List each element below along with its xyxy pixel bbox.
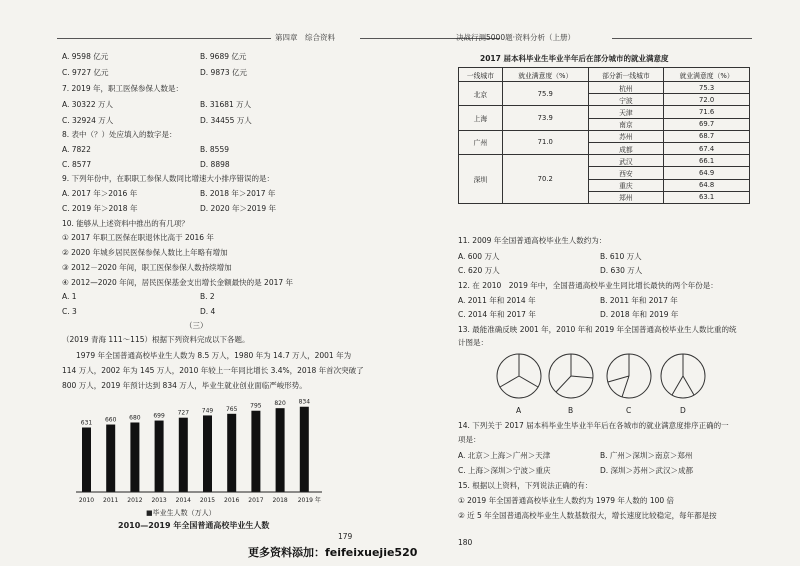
q13-question-line-2: 计图是： [458, 338, 488, 347]
chart-legend: ■毕业生人数（万人） [146, 509, 216, 517]
bar-2010 [82, 427, 91, 492]
q6-option-b: B. 9689 亿元 [200, 52, 247, 61]
employment-satisfaction-table [458, 67, 750, 204]
table-row [459, 82, 750, 94]
pie-label-d: D [680, 406, 686, 415]
tier1-city: 北京 [459, 82, 503, 106]
left-page-number: 179 [338, 532, 353, 541]
newtier1-value: 72.0 [664, 94, 750, 106]
bar-value-label: 660 [104, 416, 117, 424]
x-tick-label: 2012 [127, 497, 143, 504]
newtier1-city: 天津 [588, 106, 664, 118]
pie-option-d [658, 351, 708, 401]
newtier1-city: 杭州 [588, 82, 664, 94]
q14-question-line-1: 14. 下列关于 2017 届本科毕业生毕业半年后在各城市的就业满意度排序正确的一 [458, 421, 729, 430]
q12-question: 12. 在 2010 2019 年中，全国普通高校毕业生同比增长最快的两个年份是： [458, 281, 718, 290]
newtier1-city: 重庆 [588, 179, 664, 191]
q13-question-line-1: 13. 最能准确反映 2001 年，2010 年和 2019 年全国普通高校毕业生人数比重的统 [458, 325, 737, 334]
tier1-value: 73.9 [502, 106, 588, 130]
q11-question: 11. 2009 年全国普通高校毕业生人数约为： [458, 236, 607, 245]
bar-value-label: 699 [153, 412, 165, 420]
th-tier1-city: 一线城市 [459, 68, 503, 82]
q8-option-a: A. 7822 [62, 145, 91, 154]
pie-label-b: B [568, 406, 574, 415]
table-row [459, 130, 750, 142]
th-tier1-satisfaction: 就业满意度（%） [502, 68, 588, 82]
bar-2015 [203, 415, 212, 492]
newtier1-value: 64.9 [664, 167, 750, 179]
q14-option-c: C. 上海＞深圳＞宁波＞重庆 [458, 466, 551, 475]
newtier1-value: 69.7 [664, 118, 750, 130]
q8-question: 8. 表中（？）处应填入的数字是： [62, 130, 177, 139]
table-row [459, 106, 750, 118]
bar-2019 [300, 407, 309, 492]
tier1-city: 上海 [459, 106, 503, 130]
x-tick-label: 2011 [103, 497, 119, 504]
q12-option-c: C. 2014 年和 2017 年 [458, 310, 536, 319]
q7-question: 7. 2019 年，职工医保参保人数是： [62, 84, 184, 93]
q6-option-d: D. 9873 亿元 [200, 68, 248, 77]
newtier1-value: 67.4 [664, 142, 750, 154]
footer-contact: 更多资料添加：feifeixuejie520 [248, 546, 418, 559]
bar-value-label: 680 [129, 414, 141, 422]
bar-value-label: 834 [298, 398, 311, 406]
bar-2018 [276, 408, 285, 492]
chart-title: 2010—2019 年全国普通高校毕业生人数 [118, 521, 270, 530]
q10-option-c: C. 3 [62, 307, 77, 316]
bar-value-label: 749 [201, 407, 214, 415]
q6-option-c: C. 9727 亿元 [62, 68, 109, 77]
bar-value-label: 765 [225, 405, 238, 413]
q9-question: 9. 下列年份中，在职职工参保人数同比增速大小排序错误的是： [62, 174, 275, 183]
para-line-1: 1979 年全国普通高校毕业生人数为 8.5 万人，1980 年为 14.7 万人，2001 年为 [76, 351, 352, 360]
q7-option-b: B. 31681 万人 [200, 100, 252, 109]
q10-option-d: D. 4 [200, 307, 216, 316]
newtier1-city: 郑州 [588, 191, 664, 203]
q11-option-b: B. 610 万人 [600, 252, 642, 261]
newtier1-city: 苏州 [588, 130, 664, 142]
q8-option-d: D. 8898 [200, 160, 230, 169]
bar-value-label: 727 [177, 409, 190, 417]
right-page-number: 180 [458, 538, 473, 547]
x-tick-label: 2017 [248, 497, 264, 504]
q8-option-b: B. 8559 [200, 145, 230, 154]
table-header-row [459, 68, 750, 82]
header-book-title: 决战行测5000题·资料分析（上册） [456, 33, 575, 42]
q12-option-d: D. 2018 年和 2019 年 [600, 310, 679, 319]
bar-2016 [227, 414, 236, 492]
q9-option-c: C. 2019 年＞2018 年 [62, 204, 138, 213]
q7-option-d: D. 34455 万人 [200, 116, 252, 125]
tier1-value: 71.0 [502, 130, 588, 154]
q11-option-c: C. 620 万人 [458, 266, 500, 275]
q7-option-c: C. 32924 万人 [62, 116, 114, 125]
newtier1-value: 71.6 [664, 106, 750, 118]
pie-option-c [604, 351, 654, 401]
header-chapter: 第四章 综合资料 [275, 33, 335, 42]
q12-option-b: B. 2011 年和 2017 年 [600, 296, 678, 305]
newtier1-city: 武汉 [588, 155, 664, 167]
q6-option-a: A. 9598 亿元 [62, 52, 109, 61]
intro-text: （2019 青海 111～115）根据下列资料完成以下各题。 [62, 335, 250, 344]
q9-option-b: B. 2018 年＞2017 年 [200, 189, 276, 198]
q15-item-2: ② 近 5 年全国普通高校毕业生人数基数很大，增长速度比较稳定，每年都是按 [458, 511, 717, 520]
q7-option-a: A. 30322 万人 [62, 100, 114, 109]
pie-option-a [494, 351, 544, 401]
q11-option-d: D. 630 万人 [600, 266, 643, 275]
q14-question-line-2: 项是： [458, 435, 481, 444]
tier1-value: 75.9 [502, 82, 588, 106]
x-tick-label: 2015 [199, 497, 216, 504]
q15-question: 15. 根据以上资料，下列说法正确的有： [458, 481, 593, 490]
newtier1-city: 西安 [588, 167, 664, 179]
newtier1-city: 宁波 [588, 94, 664, 106]
tier1-city: 深圳 [459, 155, 503, 204]
q10-item-1: ① 2017 年职工医保在职退休比高于 2016 年 [62, 233, 214, 242]
bar-value-label: 820 [274, 400, 286, 408]
q10-question: 10. 能够从上述资料中推出的有几项？ [62, 219, 189, 228]
bar-value-label: 631 [80, 419, 93, 427]
newtier1-value: 68.7 [664, 130, 750, 142]
x-tick-label: 2013 [151, 497, 167, 504]
q14-option-d: D. 深圳＞苏州＞武汉＞成都 [600, 466, 694, 475]
tier1-city: 广州 [459, 130, 503, 154]
x-tick-label: 2016 [224, 497, 240, 504]
pie-option-b [546, 351, 596, 401]
header-rule-left [57, 38, 271, 39]
tier1-value: 70.2 [502, 155, 588, 204]
q10-item-3: ③ 2012－2020 年间，职工医保参保人数持续增加 [62, 263, 232, 272]
table-title: 2017 届本科毕业生毕业半年后在部分城市的就业满意度 [480, 54, 669, 63]
newtier1-value: 66.1 [664, 155, 750, 167]
q8-option-c: C. 8577 [62, 160, 92, 169]
bar-2013 [155, 421, 164, 492]
bar-value-label: 795 [250, 402, 262, 410]
newtier1-value: 75.3 [664, 82, 750, 94]
pie-label-c: C [626, 406, 632, 415]
q9-option-d: D. 2020 年＞2019 年 [200, 204, 276, 213]
th-newtier1-city: 部分新一线城市 [588, 68, 664, 82]
q14-option-a: A. 北京＞上海＞广州＞天津 [458, 451, 551, 460]
q10-item-2: ② 2020 年城乡居民医保参保人数比上年略有增加 [62, 248, 228, 257]
newtier1-value: 63.1 [664, 191, 750, 203]
q10-option-a: A. 1 [62, 292, 77, 301]
x-tick-label: 2018 [272, 497, 288, 504]
bar-2011 [106, 425, 115, 492]
q11-option-a: A. 600 万人 [458, 252, 500, 261]
th-newtier1-satisfaction: 就业满意度（%） [664, 68, 750, 82]
bar-2012 [130, 422, 139, 492]
table-row [459, 155, 750, 167]
newtier1-city: 南京 [588, 118, 664, 130]
para-line-3: 800 万人，2019 年预计达到 834 万人，毕业生就业创业面临严峻形势。 [62, 381, 307, 390]
q14-option-b: B. 广州＞深圳＞南京＞郑州 [600, 451, 693, 460]
para-line-2: 114 万人，2002 年为 145 万人，2010 年较上一年同比增长 3.4%，2018 年首次突破了 [62, 366, 364, 375]
pie-label-a: A [516, 406, 522, 415]
bar-2017 [251, 411, 260, 492]
section-heading: （三） [185, 321, 208, 330]
x-tick-label: 2014 [175, 497, 191, 504]
x-tick-label: 2019 年 [297, 497, 321, 504]
q10-option-b: B. 2 [200, 292, 215, 301]
q15-item-1: ① 2019 年全国普通高校毕业生人数约为 1979 年人数的 100 倍 [458, 496, 675, 505]
bar-2014 [179, 418, 188, 492]
newtier1-value: 64.8 [664, 179, 750, 191]
x-tick-label: 2010 [78, 497, 95, 504]
q10-item-4: ④ 2012—2020 年间，居民医保基金支出增长金额最快的是 2017 年 [62, 278, 294, 287]
q9-option-a: A. 2017 年＞2016 年 [62, 189, 138, 198]
newtier1-city: 成都 [588, 142, 664, 154]
header-rule-right [612, 38, 752, 39]
q12-option-a: A. 2011 年和 2014 年 [458, 296, 536, 305]
